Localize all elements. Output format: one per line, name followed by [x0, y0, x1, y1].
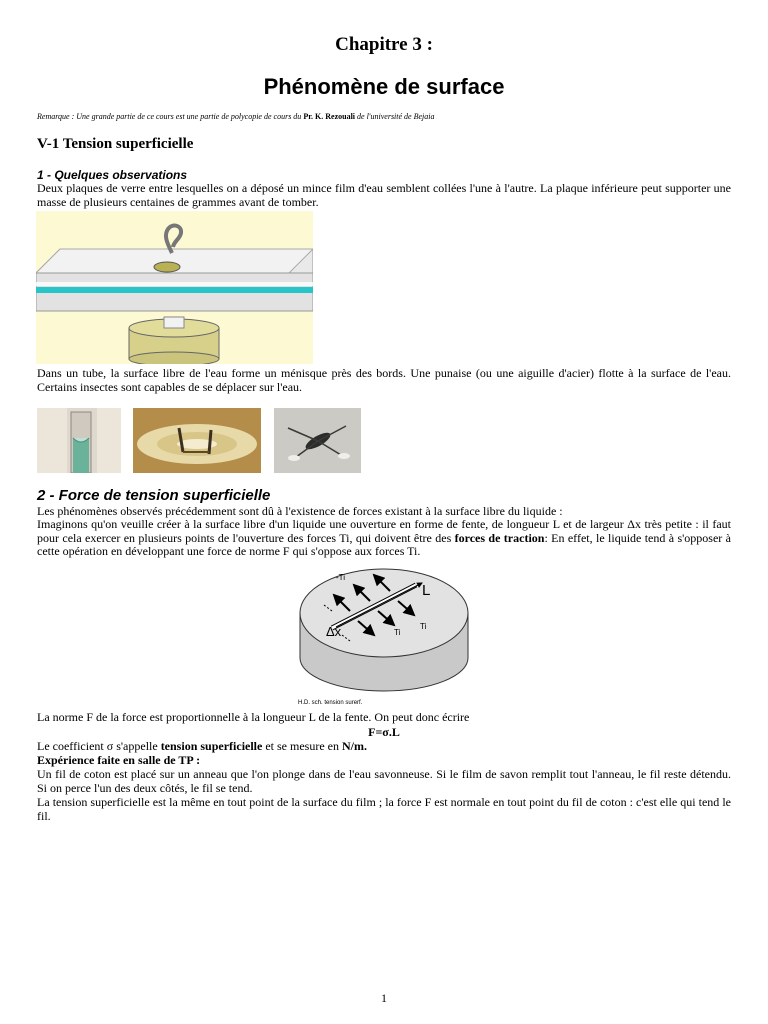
diagram-label-ti-top: -Ti	[336, 573, 346, 582]
floating-pin-photo	[133, 408, 261, 473]
experiment-heading: Expérience faite en salle de TP :	[37, 753, 201, 767]
diagram-label-L: L	[422, 582, 431, 599]
glass-edge-highlight	[36, 282, 313, 286]
coefficient-unit: N/m.	[341, 739, 367, 753]
paragraph-meniscus: Dans un tube, la surface libre de l'eau forme un ménisque près des bords. Une punaise (ou une aiguille d'acier) flotte à la surface de l'eau. Certains insectes sont capables de se déplacer sur l'eau.	[37, 366, 731, 394]
coefficient-text-a: Le coefficient σ s'appelle	[37, 739, 161, 753]
tube-meniscus-photo	[37, 408, 121, 473]
slit-text-bold: forces de traction	[454, 530, 545, 545]
remark-suffix: de l'université de Bejaia	[355, 112, 435, 121]
water-film	[36, 287, 313, 293]
chapter-heading: Chapitre 3 :	[335, 34, 433, 55]
diagram-label-dx: Δx	[326, 624, 342, 639]
slit-text-b: : En effet, le liquide tend à s'opposer à cette opération en développant une force de norme F qui s'oppose aux forces Ti.	[37, 530, 731, 558]
paragraph-conclusion: La tension superficielle est la même en tout point de la surface du film ; la force F est normale en tout point du fil de coton : c'est elle qui tend le fil.	[37, 795, 731, 823]
formula: F=σ.L	[368, 725, 400, 739]
paragraph-slit-opening	[37, 518, 731, 559]
coefficient-term: tension superficielle	[160, 739, 263, 753]
paragraph-forces-origin: Les phénomènes observés précédemment sont dû à l'existence de forces existant à la surface libre du liquide :	[37, 504, 563, 518]
page-title: Phénomène de surface	[263, 74, 505, 99]
slit-force-diagram	[296, 563, 472, 708]
paragraph-glass-plates: Deux plaques de verre entre lesquelles on a déposé un mince film d'eau semblent collées l'une à l'autre. La plaque inférieure peut supporter une masse de plusieurs centaines de grammes avant de tomber.	[37, 181, 731, 209]
slit-text-a: Imaginons qu'on veuille créer à la surface libre d'un liquide une ouverture en forme de fente, de longueur L et de largeur Δx très petite : il faut pour cela exercer en plusieurs points de l'ouverture des forces Ti, qui doivent être des	[37, 517, 731, 545]
diagram-label-ti-right: Ti	[420, 622, 427, 631]
section-heading-tension: V-1 Tension superficielle	[37, 136, 194, 152]
water-strider-photo	[274, 408, 361, 473]
remark-note	[37, 112, 434, 121]
heading-surface-tension-force: 2 - Force de tension superficielle	[37, 487, 271, 504]
remark-author: Pr. K. Rezouali	[303, 112, 356, 121]
cylinder-top	[300, 569, 468, 657]
weight-bottom	[129, 352, 219, 364]
coefficient-text-b: et se mesure en	[262, 739, 342, 753]
subheading-observations: 1 - Quelques observations	[37, 168, 188, 182]
hook-base	[154, 262, 180, 272]
weight-peg	[164, 317, 184, 328]
paragraph-coefficient	[37, 740, 731, 754]
diagram-caption: H.D. sch. tension surerf.	[298, 700, 363, 706]
glass-plates-illustration	[36, 211, 313, 364]
diagram-label-ti-mid: Ti	[394, 628, 401, 637]
paragraph-proportional: La norme F de la force est proportionnelle à la longueur L de la fente. On peut donc écrire	[37, 710, 470, 724]
remark-prefix: Remarque : Une grande partie de ce cours est une partie de polycopie de cours du	[37, 112, 304, 121]
page-number: 1	[381, 991, 387, 1005]
paragraph-experiment: Un fil de coton est placé sur un anneau que l'on plonge dans de l'eau savonneuse. Si le film de savon remplit tout l'anneau, le fil reste détendu. Si on perce l'un des deux côtés, le fil se tend.	[37, 767, 731, 795]
